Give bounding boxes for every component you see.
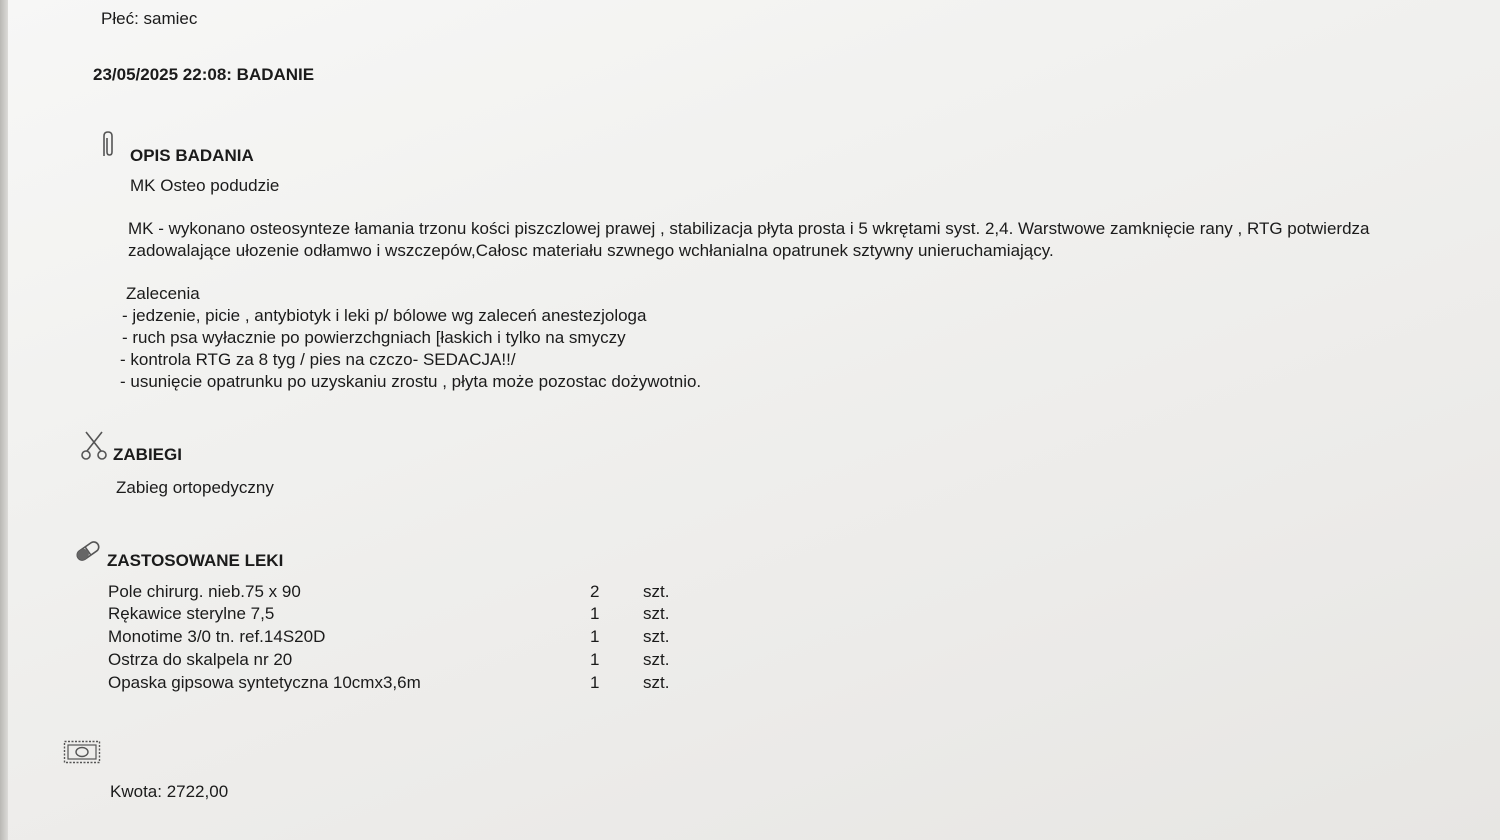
medication-unit: szt. xyxy=(643,627,670,646)
opis-description-line: MK - wykonano osteosynteze łamania trzonu kości piszczlowej prawej , stabilizacja płyta prosta i 5 wkrętami syst. 2,4. Warstwowe zamknięcie rany , RTG potwierdza xyxy=(128,219,1370,238)
medication-unit: szt. xyxy=(643,650,670,669)
visit-header: 23/05/2025 22:08: BADANIE xyxy=(93,65,315,84)
paperclip-icon xyxy=(100,130,116,160)
zabieg-item: Zabieg ortopedyczny xyxy=(116,478,274,497)
medication-row xyxy=(108,673,708,695)
medication-qty: 2 xyxy=(590,582,600,601)
medication-qty: 1 xyxy=(590,604,600,623)
recommendation-item: - ruch psa wyłacznie po powierzchgniach [łaskich i tylko na smyczy xyxy=(122,328,626,347)
paper-edge xyxy=(0,0,8,840)
medication-unit: szt. xyxy=(643,582,670,601)
medication-name: Opaska gipsowa syntetyczna 10cmx3,6m xyxy=(108,673,421,692)
patient-sex: Płeć: samiec xyxy=(101,9,198,28)
medication-name: Pole chirurg. nieb.75 x 90 xyxy=(108,582,301,601)
medication-row xyxy=(108,604,708,626)
kwota-label: Kwota: 2722,00 xyxy=(110,782,229,801)
medication-row xyxy=(108,582,708,604)
recommendations-title: Zalecenia xyxy=(126,284,200,303)
pills-icon xyxy=(72,536,104,566)
medication-row xyxy=(108,650,708,672)
medication-qty: 1 xyxy=(590,673,600,692)
opis-heading: OPIS BADANIA xyxy=(130,146,254,165)
opis-description-line: zadowalające ułozenie odłamwo i wszczepów,Całosc materiału szwnego wchłanialna opatrunek sztywny unieruchamiający. xyxy=(128,241,1054,260)
medication-name: Monotime 3/0 tn. ref.14S20D xyxy=(108,627,326,646)
medication-qty: 1 xyxy=(590,627,600,646)
opis-subtitle: MK Osteo podudzie xyxy=(130,176,280,195)
medication-qty: 1 xyxy=(590,650,600,669)
medication-unit: szt. xyxy=(643,604,670,623)
recommendation-item: - usunięcie opatrunku po uzyskaniu zrostu , płyta może pozostac dożywotnio. xyxy=(120,372,702,391)
scissors-icon xyxy=(80,430,108,462)
medication-name: Ostrza do skalpela nr 20 xyxy=(108,650,293,669)
recommendation-item: - kontrola RTG za 8 tyg / pies na czczo- SEDACJA!!/ xyxy=(120,350,516,369)
medication-unit: szt. xyxy=(643,673,670,692)
banknote-icon xyxy=(63,740,101,764)
recommendation-item: - jedzenie, picie , antybiotyk i leki p/ bólowe wg zaleceń anestezjologa xyxy=(122,306,647,325)
medication-name: Rękawice sterylne 7,5 xyxy=(108,604,275,623)
medication-row xyxy=(108,627,708,649)
zabiegi-heading: ZABIEGI xyxy=(113,445,182,464)
leki-heading: ZASTOSOWANE LEKI xyxy=(107,551,284,570)
